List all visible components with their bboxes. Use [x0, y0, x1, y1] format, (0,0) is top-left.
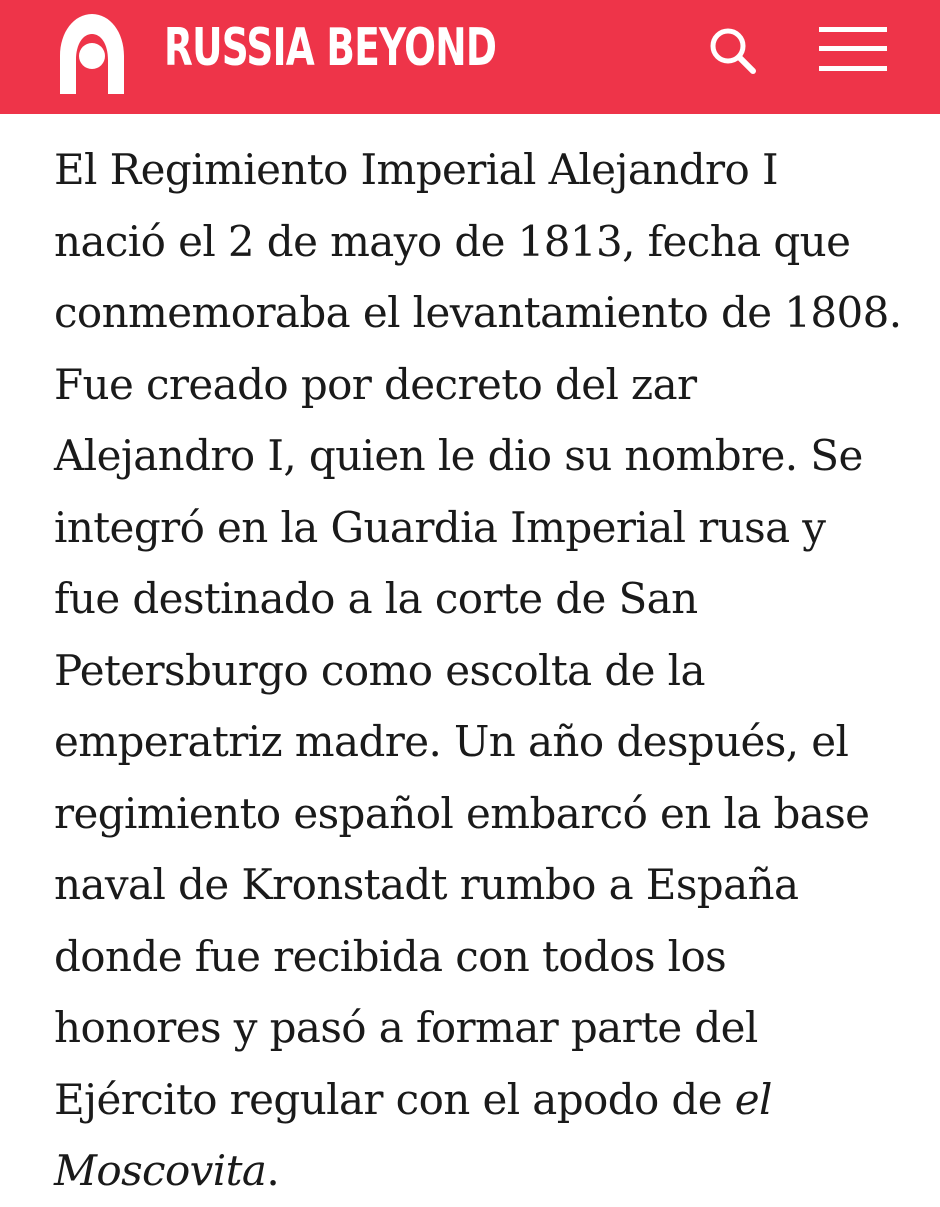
- site-header: [0, 0, 940, 114]
- italic-text: el: [734, 1074, 772, 1124]
- article-body: [54, 134, 914, 1207]
- hamburger-menu-icon[interactable]: [815, 22, 891, 76]
- article-line: emperatriz madre. Un año después, el: [54, 717, 849, 766]
- article-line: [54, 1135, 914, 1207]
- article-line: [54, 1064, 914, 1136]
- article-line: Alejandro I, quien le dio su nombre. Se: [54, 431, 863, 480]
- article-line: Fue creado por decreto del zar: [54, 359, 697, 409]
- article-line-text: Ejército regular con el apodo de: [54, 1074, 735, 1124]
- final-punctuation: .: [266, 1146, 280, 1195]
- article-line: conmemoraba el levantamiento de 1808.: [54, 288, 902, 337]
- russia-beyond-logo-icon[interactable]: [50, 10, 134, 94]
- article-line: honores y pasó a formar parte del: [54, 1003, 758, 1052]
- article-line: naval de Kronstadt rumbo a España: [54, 860, 799, 909]
- article-line: integró en la Guardia Imperial rusa y: [54, 502, 826, 552]
- italic-text: Moscovita: [54, 1146, 267, 1195]
- search-icon[interactable]: [702, 20, 762, 80]
- brand-title[interactable]: RUSSIA BEYOND: [164, 18, 497, 78]
- article-line: donde fue recibida con todos los: [54, 931, 727, 981]
- article-line: Petersburgo como escolta de la: [54, 645, 705, 695]
- article-line: nació el 2 de mayo de 1813, fecha que: [54, 216, 851, 266]
- article-line: El Regimiento Imperial Alejandro I: [54, 145, 778, 194]
- article-line: fue destinado a la corte de San: [54, 574, 698, 623]
- article-line: regimiento español embarcó en la base: [54, 788, 870, 838]
